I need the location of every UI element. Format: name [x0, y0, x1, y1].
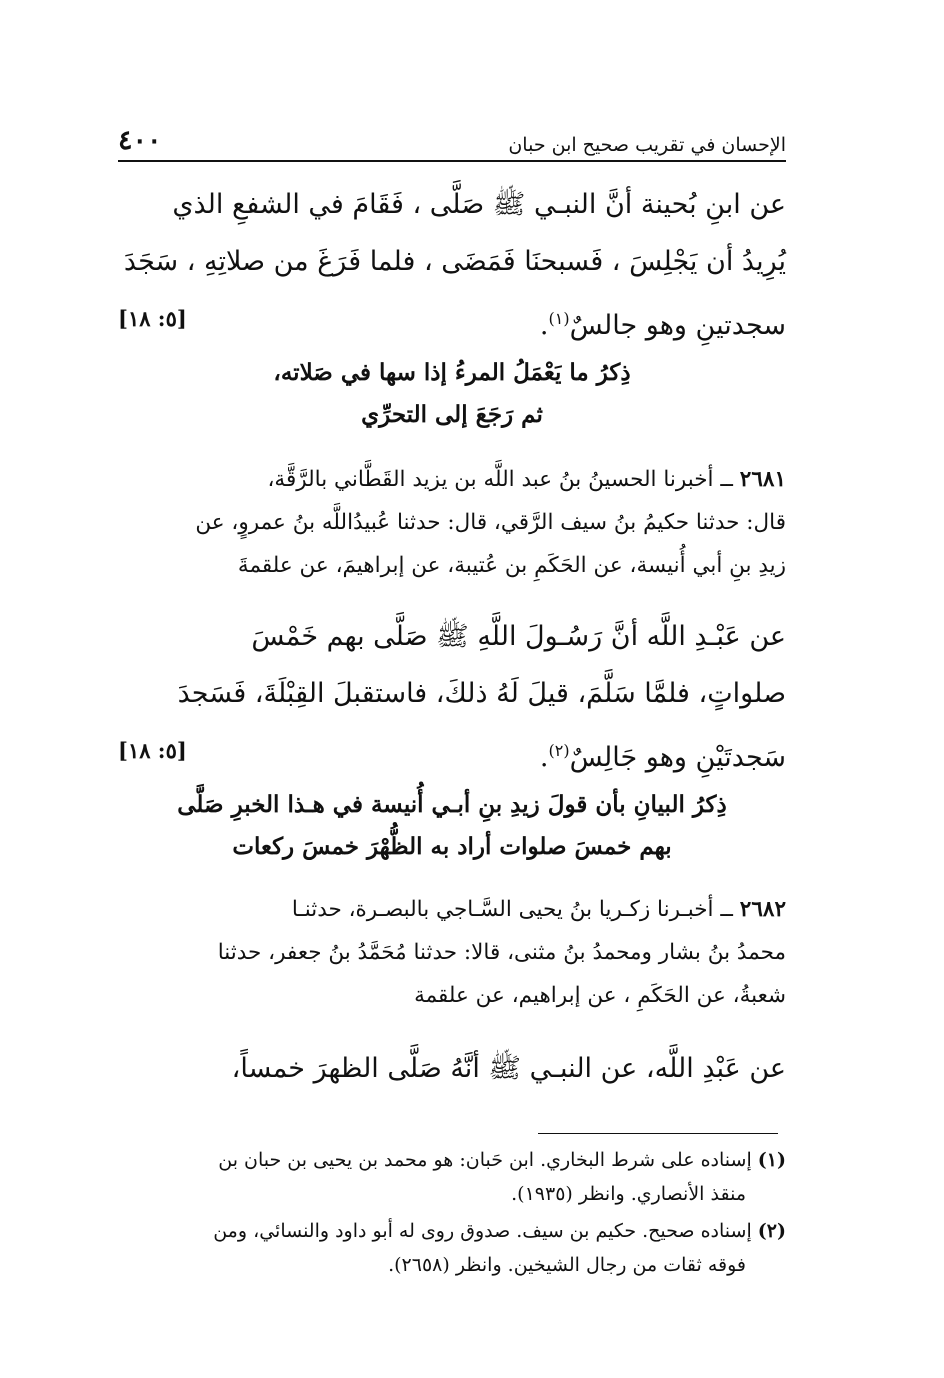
- text-line: عن عَبْدِ اللَّه، عن النبـي ﷺ أنَّهُ صَلَّى الظهرَ خمساً،: [231, 1053, 786, 1084]
- text-line: شعبةُ، عن الحَكَمِ ، عن إبراهيم، عن علقمة: [414, 983, 786, 1008]
- text-line: ــ أخبرنا الحسينُ بنُ عبد اللَّه بن يزيد القَطَّاني بالرَّقَّة،: [267, 467, 733, 492]
- text-line: صلواتٍ، فلمَّا سَلَّمَ، قيلَ لَهُ ذلكَ، فاستقبلَ القِبْلَةَ، فَسَجدَ: [177, 678, 786, 709]
- footnote-rule: [538, 1133, 778, 1134]
- isnad-2681: [118, 458, 786, 587]
- page-header: [118, 112, 786, 156]
- footnote-line: منقذ الأنصاري. وانظر (١٩٣٥).: [511, 1183, 746, 1205]
- heading-line: ذِكرُ البيانِ بأن قولَ زيدِ بنِ أبـي أُنيسة في هـذا الخبرِ صَلَّى: [177, 791, 727, 818]
- heading-line: ذِكرُ ما يَعْمَلُ المرءُ إذا سها في صَلاته،: [273, 359, 631, 386]
- chapter-heading-1: [118, 352, 786, 436]
- chapter-heading-2: [118, 784, 786, 868]
- hadith-number: ٢٦٨٢: [739, 897, 786, 922]
- text-line: ــ أخبـرنا زكـريا بنُ يحيى السَّـاجي بالبصـرة، حدثنـا: [291, 897, 733, 922]
- text-line: يُرِيدُ أن يَجْلِسَ ، فَسبحنَا فَمَضَى ، فلما فَرَغَ من صلاتِهِ ، سَجَدَ: [123, 246, 786, 277]
- text-line: سجدتينِ وهو جالسٌ: [569, 310, 786, 341]
- text-line: زيدِ بنِ أبي أُنيسة، عن الحَكَمِ بن عُتيبة، عن إبراهيمَ، عن علقمةَ: [237, 553, 786, 578]
- reference: [٥: ١٨]: [118, 306, 187, 331]
- footnotes: [118, 1143, 786, 1285]
- text-line: عن عَبْـدِ اللَّه أنَّ رَسُـولَ اللَّهِ ﷺ صَلَّى بهم خَمْسَ: [251, 621, 786, 652]
- footnote-line: إسناده على شرط البخاري. ابن حَبان: هو محمد بن يحيى بن حبان بن: [218, 1149, 752, 1171]
- footnote-line: إسناده صحيح. حكيم بن سيف. صدوق روى له أبو داود والنسائي، ومن: [213, 1220, 752, 1242]
- hadith-text-1: عن ابنِ بُحينة أنَّ النبـي ﷺ صَلَّى ، فَقَامَ في الشفعِ الذي يُرِيدُ أن يَجْلِسَ ، فَسبحنَا فَمَضَى ، فلما فَرَغَ من صلاتِهِ ، سَجَدَ سجدتينِ وهو جالسٌ$^{(١)}$. [٥: ١٨]: [118, 176, 786, 354]
- text-line: محمدُ بنُ بشار ومحمدُ بنُ مثنى، قالا: حدثنا مُحَمَّدُ بنُ جعفر، حدثنا: [217, 940, 786, 965]
- footnote-mark: (٢): [548, 741, 570, 760]
- page-number: ٤٠٠: [118, 125, 162, 156]
- heading-line: ثم رَجَعَ إلى التحرِّي: [361, 401, 543, 428]
- footnote-mark: (١): [548, 309, 570, 328]
- reference: [٥: ١٨]: [118, 738, 187, 763]
- text-line: عن ابنِ بُحينة أنَّ النبـي ﷺ صَلَّى ، فَقَامَ في الشفعِ الذي: [172, 189, 786, 220]
- footnote-1: [118, 1143, 786, 1211]
- text-line: قال: حدثنا حكيمُ بنُ سيف الرَّقي، قال: حدثنا عُبيدُاللَّه بنُ عمروٍ، عن: [195, 510, 786, 535]
- hadith-text-3: [118, 1040, 786, 1097]
- isnad-2682: [118, 888, 786, 1017]
- footnote-number: (١): [757, 1149, 786, 1171]
- heading-line: بهم خمسَ صلوات أراد به الظُّهْرَ خمسَ ركعات: [232, 833, 672, 860]
- hadith-number: ٢٦٨١: [739, 467, 786, 492]
- hadith-text-2: عن عَبْـدِ اللَّه أنَّ رَسُـولَ اللَّهِ ﷺ صَلَّى بهم خَمْسَ صلواتٍ، فلمَّا سَلَّمَ، قيلَ لَهُ ذلكَ، فاستقبلَ القِبْلَةَ، فَسَجدَ سَجدتَيْنِ وهو جَالِسٌ$^{(٢)}$. [٥: ١٨]: [118, 608, 786, 786]
- header-rule: [118, 160, 786, 162]
- text-line: سَجدتَيْنِ وهو جَالِسٌ: [569, 742, 786, 773]
- footnote-2: [118, 1214, 786, 1282]
- footnote-number: (٢): [757, 1220, 786, 1242]
- footnote-line: فوقه ثقات من رجال الشيخين. وانظر (٢٦٥٨).: [388, 1254, 746, 1276]
- running-title: الإحسان في تقريب صحيح ابن حبان: [508, 134, 786, 156]
